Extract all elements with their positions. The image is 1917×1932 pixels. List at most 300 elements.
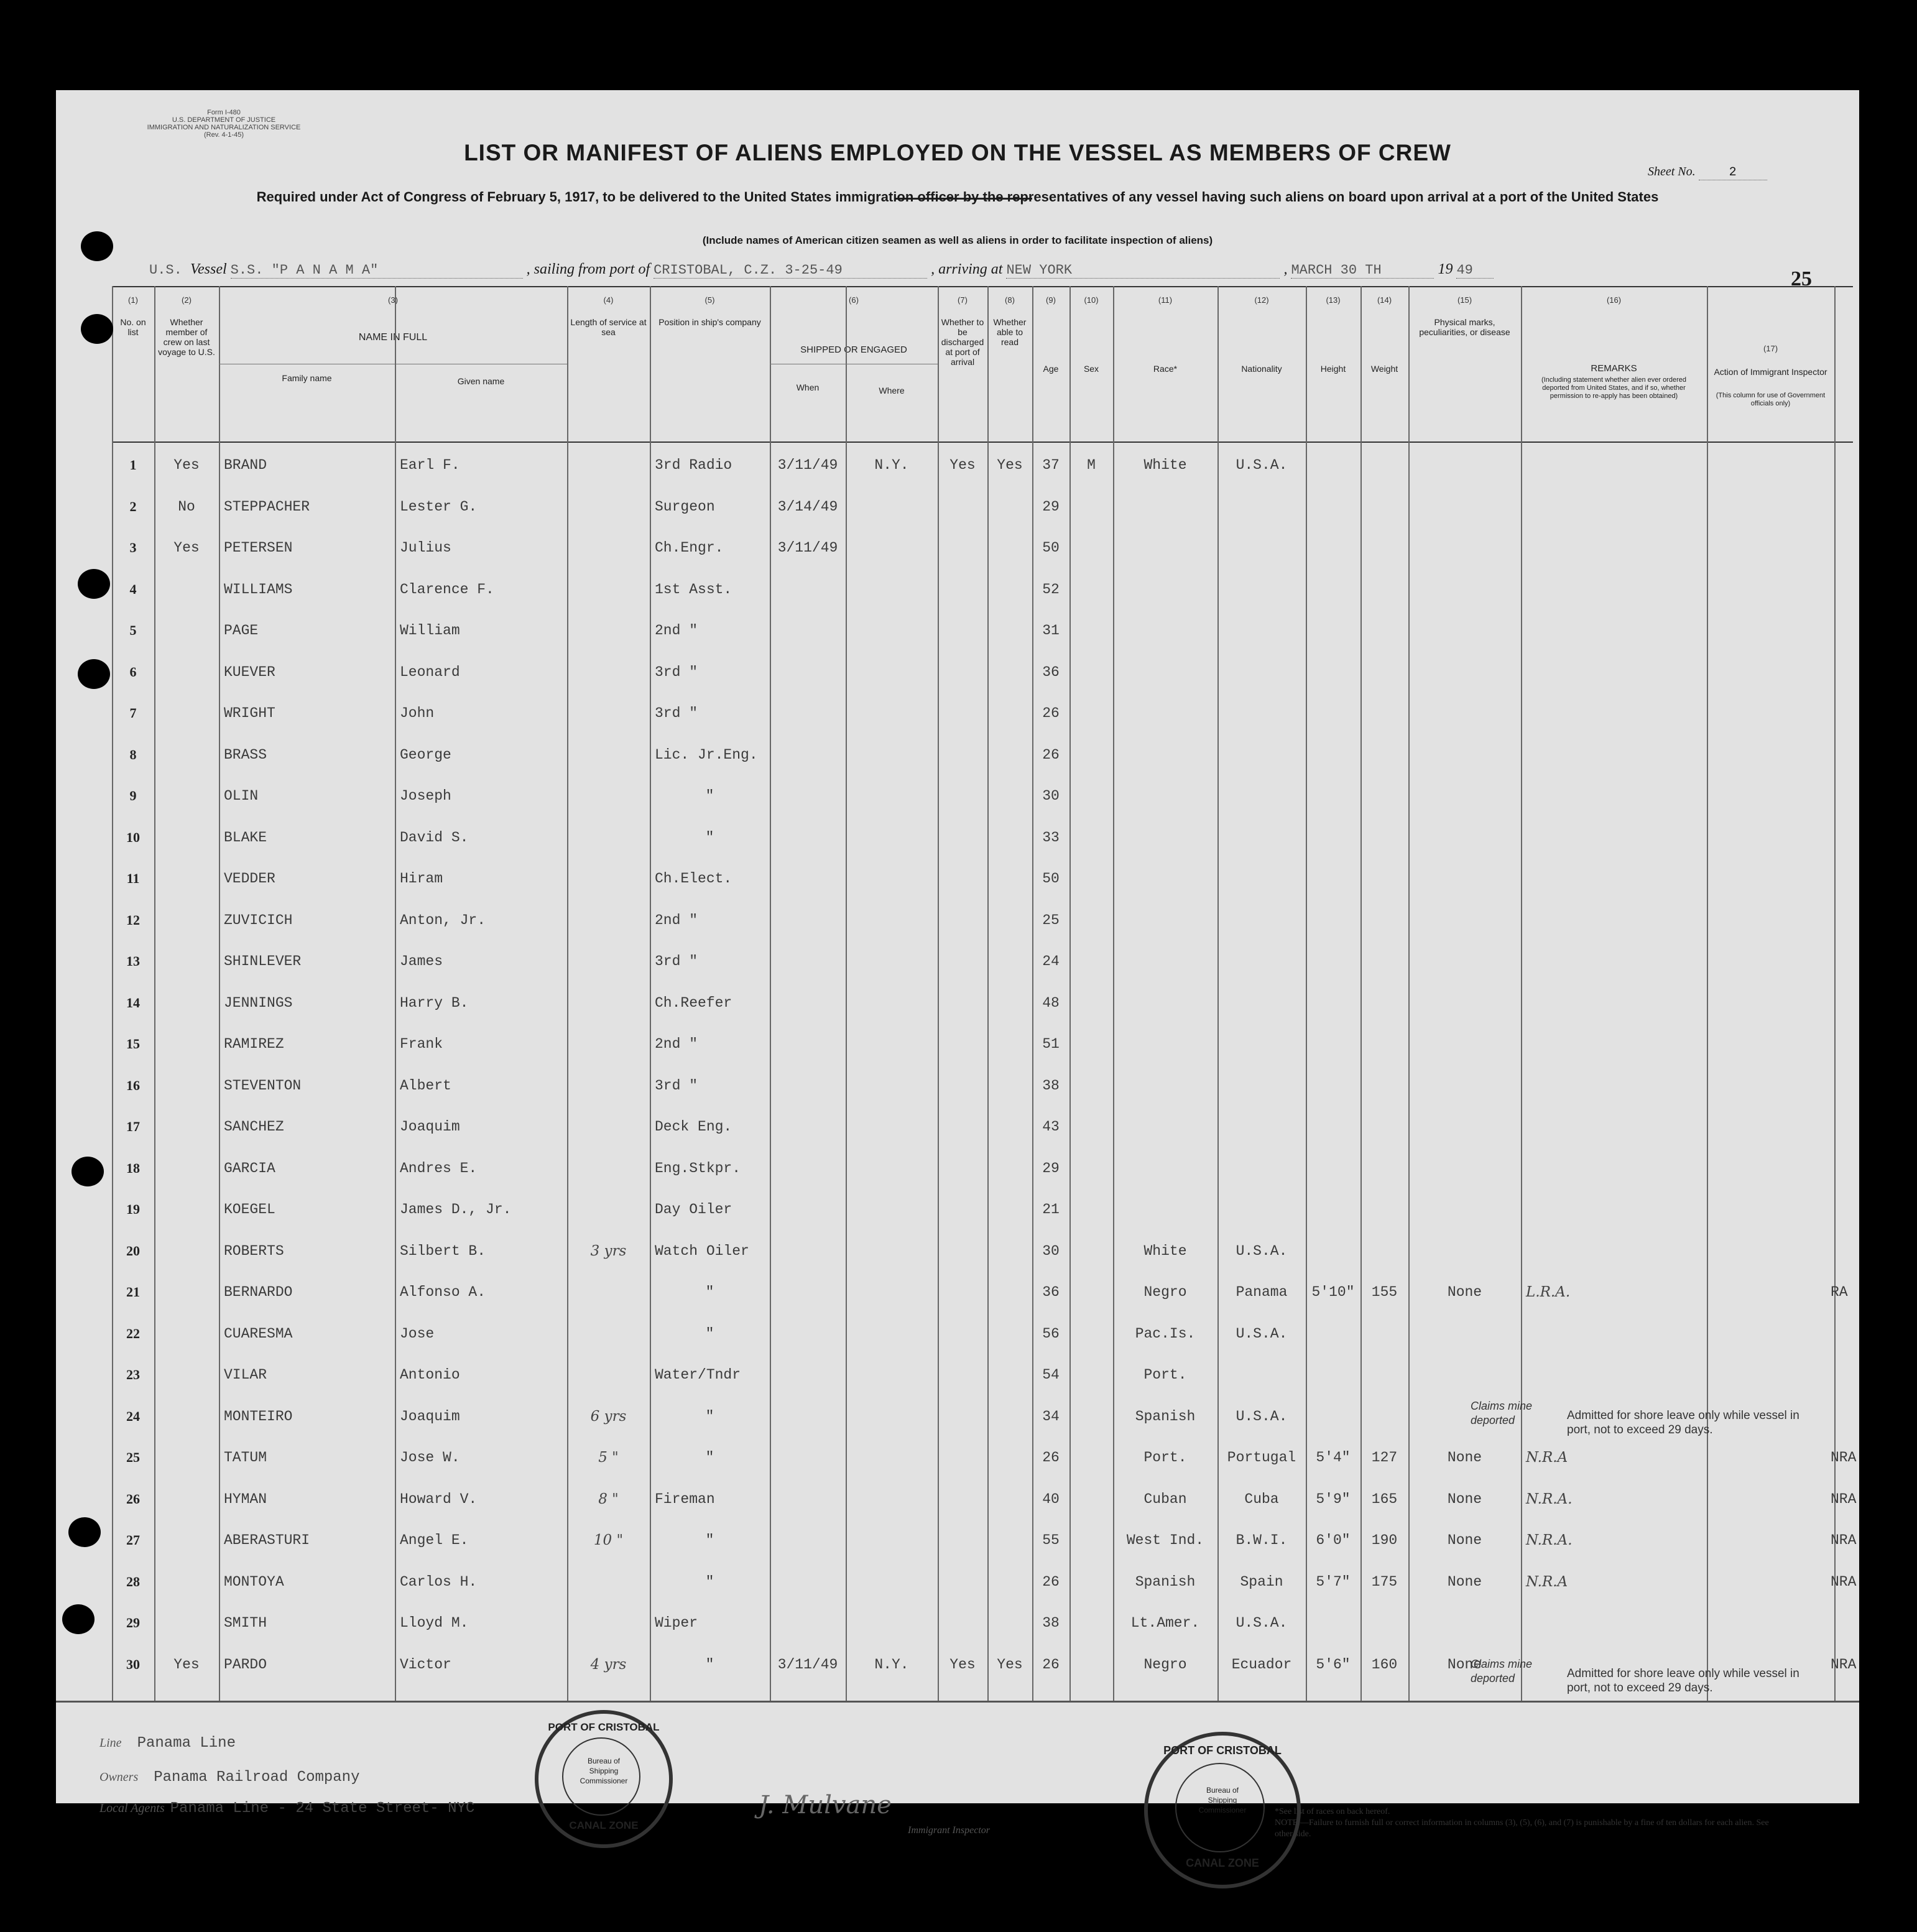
cell-nationality: U.S.A. <box>1236 1408 1288 1425</box>
row-number: 15 <box>126 1036 140 1052</box>
column-number-c8: (8) <box>1005 295 1015 305</box>
cell-age: 36 <box>1042 1284 1060 1300</box>
cell-given: David S. <box>400 829 469 846</box>
cell-nationality: Spain <box>1240 1573 1283 1590</box>
cell-position: Eng.Stkpr. <box>655 1160 741 1176</box>
cell-action: NRA <box>1831 1491 1857 1507</box>
column-rule <box>567 286 568 1701</box>
port-stamp-2: PORT OF CRISTOBAL Bureau of Shipping Commissioner CANAL ZONE <box>1144 1732 1301 1888</box>
cell-race: White <box>1143 457 1187 473</box>
cell-family: VEDDER <box>224 871 275 887</box>
cell-age: 52 <box>1042 581 1060 598</box>
cell-race: West Ind. <box>1126 1532 1204 1548</box>
cell-given: John <box>400 705 435 721</box>
cell-given: Frank <box>400 1036 443 1052</box>
handwritten-claims-2: Claims mine deported <box>1471 1658 1533 1685</box>
cell-when: 3/11/49 <box>777 1656 838 1673</box>
cell-position: Water/Tndr <box>655 1367 741 1383</box>
cell-position: 2nd " <box>655 1036 698 1052</box>
column-header-c5: Position in ship's company <box>658 317 761 327</box>
cell-family: OLIN <box>224 788 259 804</box>
cell-given: James D., Jr. <box>400 1201 512 1218</box>
cell-family: KUEVER <box>224 663 275 680</box>
cell-when: 3/11/49 <box>777 457 838 473</box>
cell-position: Ch.Reefer <box>655 994 732 1011</box>
cell-crew: Yes <box>173 457 200 473</box>
column-header-c10: Sex <box>1083 364 1099 374</box>
column-number-c1: (1) <box>128 295 138 305</box>
cell-family: CUARESMA <box>224 1325 293 1342</box>
cell-family: KOEGEL <box>224 1201 275 1218</box>
row-number: 16 <box>126 1077 140 1093</box>
column-header-c7: Whether to be discharged at port of arrival <box>941 317 984 367</box>
cell-given: William <box>400 622 460 639</box>
footer-notes: *See list of races on back hereof. NOTE.—Failure to furnish full or correct information in columns (3), (5), (6), and (7) is punishable by a fine of ten dollars for each alien. See other side. <box>1275 1807 1769 1839</box>
cell-action: NRA <box>1831 1573 1857 1590</box>
column-rule <box>770 286 771 1701</box>
cell-nationality: Panama <box>1236 1284 1288 1300</box>
manifest-sheet <box>56 90 1859 1869</box>
column-header-c9: Age <box>1043 364 1059 374</box>
cell-position: Day Oiler <box>655 1201 732 1218</box>
cell-race: Port. <box>1143 1367 1187 1383</box>
cell-age: 36 <box>1042 663 1060 680</box>
cell-age: 26 <box>1042 1573 1060 1590</box>
cell-position: " <box>705 1532 714 1548</box>
punch-hole <box>81 231 113 261</box>
column-header-action: Action of Immigrant Inspector <box>1714 367 1827 377</box>
cell-nationality: Portugal <box>1227 1449 1296 1466</box>
row-number: 30 <box>126 1656 140 1672</box>
port-stamp-1: PORT OF CRISTOBAL Bureau of Shipping Commissioner CANAL ZONE <box>535 1710 673 1848</box>
cell-weight: 165 <box>1371 1491 1398 1507</box>
cell-family: ZUVICICH <box>224 912 293 928</box>
subtitle: Required under Act of Congress of February 5, 1917, to be delivered to the United States immigration officer by the representatives of any vessel having such aliens on board upon arrival at a port of the United States <box>256 189 1659 205</box>
column-header-c14: Weight <box>1370 364 1398 374</box>
cell-service: 3 yrs <box>590 1242 627 1259</box>
row-number: 9 <box>129 788 137 803</box>
cell-height: 5'10" <box>1311 1284 1355 1300</box>
page-number: 25 <box>1791 267 1812 290</box>
cell-age: 24 <box>1042 953 1060 969</box>
cell-remarks: N.R.A. <box>1526 1532 1573 1548</box>
subnote: (Include names of American citizen seamen as well as aliens in order to facilitate inspection of aliens) <box>702 234 1213 246</box>
cell-given: Julius <box>400 540 451 556</box>
column-rule <box>846 286 847 1701</box>
cell-given: Carlos H. <box>400 1573 478 1590</box>
punch-hole <box>78 569 110 599</box>
cell-when: 3/14/49 <box>777 498 838 515</box>
cell-given: Victor <box>400 1656 451 1673</box>
cell-age: 29 <box>1042 498 1060 515</box>
cell-action: NRA <box>1831 1449 1857 1466</box>
cell-service: 4 yrs <box>590 1656 627 1673</box>
cell-age: 30 <box>1042 788 1060 804</box>
cell-position: Ch.Elect. <box>655 871 732 887</box>
cell-when: 3/11/49 <box>777 540 838 556</box>
vessel-line: U.S. Vessel S.S. "P A N A M A" , sailing from port of CRISTOBAL, C.Z. 3-25-49 , arriving at NEW YORK , MARCH 30 TH 19 49 <box>149 261 1828 279</box>
cell-marks: None <box>1447 1532 1482 1548</box>
row-number: 12 <box>126 912 140 928</box>
row-number: 20 <box>126 1242 140 1259</box>
cell-given: Alfonso A. <box>400 1284 486 1300</box>
cell-position: Watch Oiler <box>655 1242 749 1259</box>
cell-service: 6 yrs <box>590 1408 627 1425</box>
punch-hole <box>68 1517 101 1547</box>
cell-nationality: U.S.A. <box>1236 457 1288 473</box>
column-header-c13: Height <box>1320 364 1346 374</box>
cell-given: Joaquim <box>400 1408 460 1425</box>
column-rule <box>1113 286 1114 1701</box>
column-rule <box>1360 286 1362 1701</box>
cell-remarks: N.R.A <box>1526 1449 1568 1466</box>
cell-sex: M <box>1087 457 1096 473</box>
column-rule <box>650 286 651 1701</box>
cell-position: " <box>705 1449 714 1466</box>
cell-family: MONTEIRO <box>224 1408 293 1425</box>
cell-given: James <box>400 953 443 969</box>
cell-age: 54 <box>1042 1367 1060 1383</box>
cell-family: HYMAN <box>224 1491 267 1507</box>
column-number-c9: (9) <box>1046 295 1056 305</box>
cell-age: 26 <box>1042 1656 1060 1673</box>
cell-given: Hiram <box>400 871 443 887</box>
cell-remarks: L.R.A. <box>1526 1284 1571 1300</box>
cell-position: " <box>705 1284 714 1300</box>
cell-height: 6'0" <box>1316 1532 1351 1548</box>
cell-given: Harry B. <box>400 994 469 1011</box>
row-number: 5 <box>129 622 137 638</box>
cell-race: Negro <box>1143 1284 1187 1300</box>
cell-nationality: U.S.A. <box>1236 1615 1288 1631</box>
column-rule <box>1834 286 1836 1701</box>
column-header-where: Where <box>879 386 905 395</box>
header-top-rule <box>112 286 1853 287</box>
cell-discharged: Yes <box>949 1656 976 1673</box>
column-number-c14: (14) <box>1377 295 1392 305</box>
cell-race: Pac.Is. <box>1135 1325 1196 1342</box>
column-header-remarks-note: (Including statement whether alien ever ordered deported from United States, and if so, whether permission to re-apply has been obtained) <box>1541 376 1686 400</box>
cell-given: Albert <box>400 1077 451 1094</box>
cell-age: 26 <box>1042 705 1060 721</box>
row-number: 7 <box>129 705 137 721</box>
column-number-c11: (11) <box>1158 295 1173 305</box>
cell-position: Ch.Engr. <box>655 540 724 556</box>
column-header-c8: Whether able to read <box>993 317 1027 347</box>
cell-age: 26 <box>1042 1449 1060 1466</box>
cell-service: 5 " <box>598 1449 619 1466</box>
row-number: 11 <box>126 871 140 886</box>
cell-position: Deck Eng. <box>655 1119 732 1135</box>
cell-age: 37 <box>1042 457 1060 473</box>
cell-family: WRIGHT <box>224 705 275 721</box>
column-number-c10: (10) <box>1084 295 1099 305</box>
row-number: 27 <box>126 1532 140 1548</box>
cell-family: BLAKE <box>224 829 267 846</box>
cell-family: BRASS <box>224 746 267 763</box>
cell-given: Silbert B. <box>400 1242 486 1259</box>
column-number-c16: (16) <box>1606 295 1622 305</box>
column-rule <box>1521 286 1522 1701</box>
cell-weight: 175 <box>1371 1573 1398 1590</box>
remark-shore-leave-1: Admitted for shore leave only while vessel in port, not to exceed 29 days. <box>1567 1409 1799 1436</box>
row-number: 3 <box>129 540 137 555</box>
column-rule <box>112 286 113 1701</box>
cell-age: 21 <box>1042 1201 1060 1218</box>
cell-given: Lloyd M. <box>400 1615 469 1631</box>
punch-hole <box>62 1604 95 1634</box>
row-number: 18 <box>126 1160 140 1176</box>
cell-age: 34 <box>1042 1408 1060 1425</box>
cell-given: Clarence F. <box>400 581 494 598</box>
cell-height: 5'9" <box>1316 1491 1351 1507</box>
cell-position: 3rd Radio <box>655 457 732 473</box>
inspector-signature: J. Mulvane <box>759 1791 892 1819</box>
cell-position: 3rd " <box>655 705 698 721</box>
row-number: 10 <box>126 829 140 845</box>
cell-family: STEPPACHER <box>224 498 310 515</box>
cell-family: WILLIAMS <box>224 581 293 598</box>
row-number: 14 <box>126 994 140 1010</box>
row-number: 6 <box>129 663 137 680</box>
cell-weight: 160 <box>1371 1656 1398 1673</box>
row-number: 4 <box>129 581 137 597</box>
cell-marks: None <box>1447 1573 1482 1590</box>
cell-position: 2nd " <box>655 622 698 639</box>
row-number: 28 <box>126 1573 140 1589</box>
cell-family: JENNINGS <box>224 994 293 1011</box>
column-header-shipped: SHIPPED OR ENGAGED <box>800 344 907 355</box>
cell-family: STEVENTON <box>224 1077 302 1094</box>
column-number-c3: (3) <box>388 295 398 305</box>
cell-position: 3rd " <box>655 953 698 969</box>
cell-given: George <box>400 746 451 763</box>
cell-family: ABERASTURI <box>224 1532 310 1548</box>
cell-family: PETERSEN <box>224 540 293 556</box>
cell-read: Yes <box>997 457 1023 473</box>
cell-age: 55 <box>1042 1532 1060 1548</box>
column-rule <box>219 286 220 1701</box>
cell-age: 31 <box>1042 622 1060 639</box>
column-header-family-name: Family name <box>282 373 332 383</box>
cell-age: 33 <box>1042 829 1060 846</box>
cell-read: Yes <box>997 1656 1023 1673</box>
column-rule <box>395 286 396 1701</box>
form-identifier: Form I-480 U.S. DEPARTMENT OF JUSTICE IMMIGRATION AND NATURALIZATION SERVICE (Rev. 4-1-45) <box>147 109 301 139</box>
column-rule <box>1408 286 1410 1701</box>
column-rule <box>154 286 155 1701</box>
cell-family: PARDO <box>224 1656 267 1673</box>
column-rule <box>938 286 939 1701</box>
handwritten-claims-1: Claims mine deported <box>1471 1400 1533 1426</box>
column-header-c2: Whether member of crew on last voyage to U.S. <box>158 317 215 357</box>
cell-family: RAMIREZ <box>224 1036 284 1052</box>
cell-given: Earl F. <box>400 457 460 473</box>
row-number: 19 <box>126 1201 140 1217</box>
row-number: 26 <box>126 1491 140 1507</box>
cell-discharged: Yes <box>949 457 976 473</box>
cell-position: " <box>705 1325 714 1342</box>
row-number: 29 <box>126 1615 140 1630</box>
cell-crew: Yes <box>173 540 200 556</box>
cell-given: Anton, Jr. <box>400 912 486 928</box>
cell-position: " <box>705 788 714 804</box>
column-number-c12: (12) <box>1254 295 1269 305</box>
column-header-c1: No. on list <box>120 317 146 337</box>
row-number: 24 <box>126 1408 140 1424</box>
cell-position: 1st Asst. <box>655 581 732 598</box>
cell-action: RA <box>1831 1284 1848 1300</box>
cell-family: TATUM <box>224 1449 267 1466</box>
cell-race: Lt.Amer. <box>1130 1615 1200 1631</box>
column-header-name-in-full: NAME IN FULL <box>358 332 428 343</box>
cell-age: 50 <box>1042 540 1060 556</box>
cell-position: " <box>705 1408 714 1425</box>
cell-weight: 155 <box>1371 1284 1398 1300</box>
cell-age: 51 <box>1042 1036 1060 1052</box>
cell-race: Negro <box>1143 1656 1187 1673</box>
row-number: 2 <box>129 498 137 514</box>
cell-family: SANCHEZ <box>224 1119 284 1135</box>
cell-family: SMITH <box>224 1615 267 1631</box>
cell-position: " <box>705 829 714 846</box>
cell-age: 30 <box>1042 1242 1060 1259</box>
cell-position: " <box>705 1573 714 1590</box>
cell-service: 10 " <box>593 1532 624 1548</box>
column-header-c11: Race* <box>1153 364 1178 374</box>
page-title: LIST OR MANIFEST OF ALIENS EMPLOYED ON THE VESSEL AS MEMBERS OF CREW <box>464 140 1451 165</box>
cell-family: SHINLEVER <box>224 953 302 969</box>
remark-shore-leave-2: Admitted for shore leave only while vessel in port, not to exceed 29 days. <box>1567 1667 1799 1694</box>
cell-family: BRAND <box>224 457 267 473</box>
cell-position: 3rd " <box>655 1077 698 1094</box>
row-number: 22 <box>126 1325 140 1341</box>
cell-age: 40 <box>1042 1491 1060 1507</box>
cell-family: GARCIA <box>224 1160 275 1176</box>
row-number: 25 <box>126 1449 140 1465</box>
column-header-when: When <box>796 382 820 392</box>
column-number-c13: (13) <box>1326 295 1341 305</box>
cell-marks: None <box>1447 1449 1482 1466</box>
column-header-remarks: REMARKS <box>1591 363 1637 374</box>
column-header-given-name: Given name <box>457 376 505 386</box>
cell-race: Cuban <box>1143 1491 1187 1507</box>
column-rule <box>987 286 989 1701</box>
column-number-c5: (5) <box>704 295 715 305</box>
cell-family: PAGE <box>224 622 259 639</box>
cell-family: VILAR <box>224 1367 267 1383</box>
cell-remarks: N.R.A <box>1526 1573 1568 1590</box>
column-header-c12: Nationality <box>1241 364 1282 374</box>
cell-position: Surgeon <box>655 498 715 515</box>
cell-nationality: Cuba <box>1244 1491 1279 1507</box>
cell-action: NRA <box>1831 1656 1857 1673</box>
cell-weight: 190 <box>1371 1532 1398 1548</box>
cell-height: 5'4" <box>1316 1449 1351 1466</box>
column-number-c4: (4) <box>603 295 614 305</box>
cell-where: N.Y. <box>874 1656 909 1673</box>
cell-position: " <box>705 1656 714 1673</box>
cell-race: Port. <box>1143 1449 1187 1466</box>
row-number: 23 <box>126 1367 140 1382</box>
name-split-rule <box>395 364 396 441</box>
cell-nationality: Ecuador <box>1231 1656 1292 1673</box>
column-number-c6: (6) <box>849 295 859 305</box>
cell-age: 29 <box>1042 1160 1060 1176</box>
cell-age: 38 <box>1042 1077 1060 1094</box>
footer-rule <box>56 1701 1859 1703</box>
cell-remarks: N.R.A. <box>1526 1491 1573 1507</box>
column-header-c15: Physical marks, peculiarities, or disease <box>1419 317 1510 337</box>
cell-position: Wiper <box>655 1615 698 1631</box>
footer-line: Line Panama Line <box>99 1735 236 1752</box>
cell-weight: 127 <box>1371 1449 1398 1466</box>
row-number: 13 <box>126 953 140 969</box>
cell-age: 43 <box>1042 1119 1060 1135</box>
cell-age: 38 <box>1042 1615 1060 1631</box>
inspector-label: Immigrant Inspector <box>908 1825 990 1836</box>
column-rule <box>1217 286 1219 1701</box>
cell-crew: Yes <box>173 1656 200 1673</box>
cell-given: Jose W. <box>400 1449 460 1466</box>
cell-marks: None <box>1447 1656 1482 1673</box>
cell-marks: None <box>1447 1491 1482 1507</box>
cell-given: Antonio <box>400 1367 460 1383</box>
cell-given: Lester G. <box>400 498 478 515</box>
cell-nationality: U.S.A. <box>1236 1325 1288 1342</box>
footer-agents: Local Agents Panama Line - 24 State Street- NYC <box>99 1800 475 1817</box>
column-header-c4: Length of service at sea <box>570 317 647 337</box>
column-number-c7: (7) <box>958 295 968 305</box>
cell-where: N.Y. <box>874 457 909 473</box>
column-rule <box>1032 286 1033 1701</box>
cell-position: Lic. Jr.Eng. <box>655 746 758 763</box>
sheet-number: Sheet No. 2 <box>1648 165 1767 180</box>
cell-given: Howard V. <box>400 1491 478 1507</box>
footer-owners: Owners Panama Railroad Company <box>99 1769 360 1786</box>
column-number-c2: (2) <box>182 295 192 305</box>
cell-height: 5'7" <box>1316 1573 1351 1590</box>
cell-position: Fireman <box>655 1491 715 1507</box>
cell-age: 26 <box>1042 746 1060 763</box>
cell-nationality: U.S.A. <box>1236 1242 1288 1259</box>
cell-race: Spanish <box>1135 1408 1196 1425</box>
cell-position: 2nd " <box>655 912 698 928</box>
punch-hole <box>78 659 110 689</box>
cell-family: MONTOYA <box>224 1573 284 1590</box>
column-number-c17: (17) <box>1763 344 1778 353</box>
punch-hole <box>81 314 113 344</box>
cell-action: NRA <box>1831 1532 1857 1548</box>
row-number: 1 <box>129 457 137 473</box>
row-number: 8 <box>129 746 137 762</box>
cell-family: ROBERTS <box>224 1242 284 1259</box>
cell-age: 25 <box>1042 912 1060 928</box>
column-header-action-note: (This column for use of Government officials only) <box>1716 392 1826 407</box>
column-number-c15: (15) <box>1457 295 1472 305</box>
row-number: 21 <box>126 1284 140 1300</box>
cell-age: 50 <box>1042 871 1060 887</box>
column-rule <box>1306 286 1307 1701</box>
cell-given: Angel E. <box>400 1532 469 1548</box>
cell-marks: None <box>1447 1284 1482 1300</box>
cell-height: 5'6" <box>1316 1656 1351 1673</box>
column-rule <box>1707 286 1708 1701</box>
cell-race: Spanish <box>1135 1573 1196 1590</box>
cell-nationality: B.W.I. <box>1236 1532 1288 1548</box>
cell-position: 3rd " <box>655 663 698 680</box>
header-bottom-rule <box>112 441 1853 443</box>
